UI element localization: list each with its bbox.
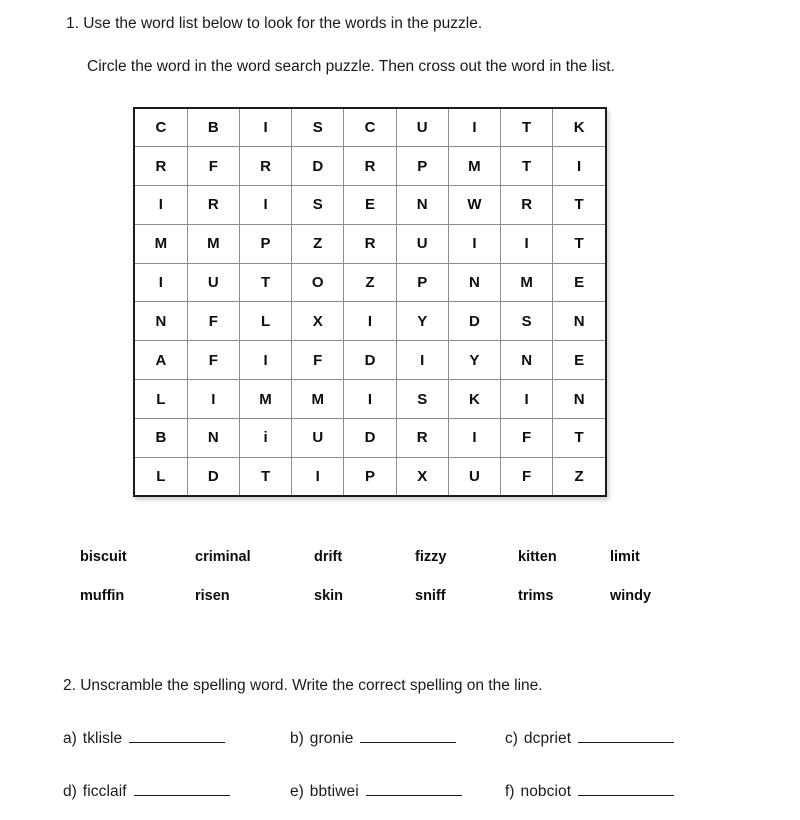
word-search-cell[interactable]: N: [553, 302, 605, 341]
word-search-cell[interactable]: S: [501, 302, 553, 341]
word-search-cell[interactable]: D: [187, 457, 239, 495]
unscramble-marker: d): [63, 783, 77, 800]
word-search-cell[interactable]: U: [396, 109, 448, 147]
word-search-cell[interactable]: I: [501, 224, 553, 263]
word-search-cell[interactable]: T: [553, 418, 605, 457]
unscramble-item-e: [290, 782, 462, 802]
word-search-cell[interactable]: I: [448, 418, 500, 457]
word-search-cell[interactable]: Z: [292, 224, 344, 263]
word-search-cell[interactable]: M: [501, 263, 553, 302]
word-list-item[interactable]: kitten: [518, 549, 557, 565]
word-search-cell[interactable]: F: [187, 147, 239, 186]
word-search-cell[interactable]: B: [135, 418, 187, 457]
word-search-cell[interactable]: Y: [448, 341, 500, 380]
word-search-row: [135, 457, 605, 495]
word-search-cell[interactable]: K: [448, 380, 500, 419]
word-search-cell[interactable]: B: [187, 109, 239, 147]
word-search-cell[interactable]: T: [501, 147, 553, 186]
unscramble-word: bbtiwei: [309, 783, 359, 800]
unscramble-item-a: [63, 729, 225, 749]
word-search-cell[interactable]: K: [553, 109, 605, 147]
word-search-cell[interactable]: W: [448, 186, 500, 225]
word-search-row: [135, 109, 605, 147]
word-list-item[interactable]: sniff: [415, 588, 446, 604]
unscramble-row: [63, 782, 763, 820]
word-search-cell[interactable]: L: [135, 457, 187, 495]
word-search-cell[interactable]: D: [344, 418, 396, 457]
word-search-row: [135, 418, 605, 457]
word-search-body: [135, 109, 605, 495]
word-search-cell[interactable]: P: [344, 457, 396, 495]
word-search-cell[interactable]: R: [501, 186, 553, 225]
answer-blank[interactable]: [578, 729, 674, 743]
answer-blank[interactable]: [129, 729, 225, 743]
word-search-cell[interactable]: Z: [553, 457, 605, 495]
word-search-cell[interactable]: Y: [396, 302, 448, 341]
unscramble-item-d: [63, 782, 230, 802]
word-search-cell[interactable]: I: [187, 380, 239, 419]
word-search-cell[interactable]: U: [292, 418, 344, 457]
unscramble-marker: e): [290, 783, 304, 800]
word-search-cell[interactable]: U: [448, 457, 500, 495]
word-search-cell[interactable]: F: [187, 302, 239, 341]
answer-blank[interactable]: [578, 782, 674, 796]
unscramble-marker: b): [290, 730, 304, 747]
unscramble-word: dcpriet: [523, 730, 572, 747]
word-list-item[interactable]: drift: [314, 549, 343, 565]
question-2-prompt: 2. Unscramble the spelling word. Write the correct spelling on the line.: [63, 677, 543, 694]
word-search-cell[interactable]: M: [239, 380, 291, 419]
unscramble-marker: f): [505, 783, 515, 800]
answer-blank[interactable]: [366, 782, 462, 796]
word-search-cell[interactable]: P: [396, 147, 448, 186]
word-list-item[interactable]: criminal: [195, 549, 251, 565]
question-1-instructions: [66, 14, 766, 77]
word-search-cell[interactable]: I: [292, 457, 344, 495]
word-search-cell[interactable]: N: [501, 341, 553, 380]
word-search-cell[interactable]: D: [344, 341, 396, 380]
word-list-item[interactable]: windy: [610, 588, 652, 604]
word-search-cell[interactable]: M: [135, 224, 187, 263]
word-search-cell[interactable]: E: [344, 186, 396, 225]
word-search-cell[interactable]: F: [501, 457, 553, 495]
word-search-cell[interactable]: U: [396, 224, 448, 263]
word-list-item[interactable]: risen: [195, 588, 230, 604]
word-list-item[interactable]: skin: [314, 588, 344, 604]
word-list-item[interactable]: limit: [610, 549, 640, 565]
word-search-cell[interactable]: N: [187, 418, 239, 457]
word-search-cell[interactable]: I: [239, 186, 291, 225]
word-list-row: [80, 549, 740, 588]
word-search-cell[interactable]: I: [135, 186, 187, 225]
word-search-cell[interactable]: T: [239, 263, 291, 302]
unscramble-marker: c): [505, 730, 518, 747]
word-search-cell[interactable]: O: [292, 263, 344, 302]
word-search-cell[interactable]: T: [553, 186, 605, 225]
word-search-cell[interactable]: F: [292, 341, 344, 380]
word-search-cell[interactable]: S: [292, 186, 344, 225]
word-search-cell[interactable]: A: [135, 341, 187, 380]
word-search-row: [135, 341, 605, 380]
word-search-table[interactable]: [135, 109, 605, 495]
word-list: [80, 549, 740, 627]
word-list-item[interactable]: biscuit: [80, 549, 127, 565]
word-search-cell[interactable]: D: [448, 302, 500, 341]
answer-blank[interactable]: [134, 782, 230, 796]
word-search-row: [135, 263, 605, 302]
question-1-instruction-main: 1. Use the word list below to look for the words in the puzzle.: [66, 15, 483, 32]
unscramble-item-c: [505, 729, 674, 749]
word-search-cell[interactable]: U: [187, 263, 239, 302]
word-search-cell[interactable]: L: [135, 380, 187, 419]
word-search-cell[interactable]: X: [292, 302, 344, 341]
word-search-cell[interactable]: C: [344, 109, 396, 147]
word-search-cell[interactable]: X: [396, 457, 448, 495]
word-search-row: [135, 380, 605, 419]
word-search-cell[interactable]: I: [344, 302, 396, 341]
word-search-row: [135, 147, 605, 186]
word-search-cell[interactable]: T: [553, 224, 605, 263]
word-search-row: [135, 224, 605, 263]
word-search-cell[interactable]: E: [553, 341, 605, 380]
word-search-cell[interactable]: S: [396, 380, 448, 419]
word-search-row: [135, 302, 605, 341]
word-search-cell[interactable]: F: [187, 341, 239, 380]
unscramble-item-b: [290, 729, 456, 749]
word-search-cell[interactable]: M: [187, 224, 239, 263]
word-search-cell[interactable]: R: [344, 224, 396, 263]
word-search-cell[interactable]: R: [344, 147, 396, 186]
word-search-cell[interactable]: I: [239, 341, 291, 380]
word-search-cell[interactable]: N: [448, 263, 500, 302]
word-search-cell[interactable]: P: [239, 224, 291, 263]
unscramble-word: ficclaif: [82, 783, 127, 800]
unscramble-row: [63, 729, 763, 767]
unscramble-word: nobciot: [520, 783, 572, 800]
word-search-cell[interactable]: I: [553, 147, 605, 186]
question-1-instruction-sub: Circle the word in the word search puzzle. Then cross out the word in the list.: [87, 58, 615, 75]
word-search-cell[interactable]: L: [239, 302, 291, 341]
word-search-cell[interactable]: I: [501, 380, 553, 419]
word-search-cell[interactable]: P: [396, 263, 448, 302]
word-search-cell[interactable]: T: [501, 109, 553, 147]
word-search-cell[interactable]: S: [292, 109, 344, 147]
word-list-item[interactable]: muffin: [80, 588, 125, 604]
word-search-cell[interactable]: I: [448, 224, 500, 263]
word-search-cell[interactable]: N: [553, 380, 605, 419]
word-search-grid[interactable]: [133, 107, 607, 497]
unscramble-item-f: [505, 782, 674, 802]
word-search-cell[interactable]: E: [553, 263, 605, 302]
word-search-cell[interactable]: R: [239, 147, 291, 186]
word-list-item[interactable]: trims: [518, 588, 554, 604]
answer-blank[interactable]: [360, 729, 456, 743]
unscramble-marker: a): [63, 730, 77, 747]
word-search-cell[interactable]: C: [135, 109, 187, 147]
word-search-cell[interactable]: i: [239, 418, 291, 457]
word-search-cell[interactable]: D: [292, 147, 344, 186]
word-search-cell[interactable]: T: [239, 457, 291, 495]
word-search-cell[interactable]: I: [239, 109, 291, 147]
word-search-cell[interactable]: I: [135, 263, 187, 302]
word-search-cell[interactable]: M: [448, 147, 500, 186]
word-search-row: [135, 186, 605, 225]
word-search-cell[interactable]: R: [187, 186, 239, 225]
word-search-cell[interactable]: I: [396, 341, 448, 380]
word-list-item[interactable]: fizzy: [415, 549, 447, 565]
word-search-cell[interactable]: F: [501, 418, 553, 457]
word-list-row: [80, 588, 740, 627]
word-search-cell[interactable]: R: [135, 147, 187, 186]
word-search-cell[interactable]: M: [292, 380, 344, 419]
word-search-cell[interactable]: I: [448, 109, 500, 147]
unscramble-word: tklisle: [82, 730, 123, 747]
word-search-cell[interactable]: R: [396, 418, 448, 457]
unscramble-word: gronie: [309, 730, 354, 747]
word-search-cell[interactable]: N: [135, 302, 187, 341]
word-search-cell[interactable]: Z: [344, 263, 396, 302]
word-search-cell[interactable]: N: [396, 186, 448, 225]
word-search-cell[interactable]: I: [344, 380, 396, 419]
